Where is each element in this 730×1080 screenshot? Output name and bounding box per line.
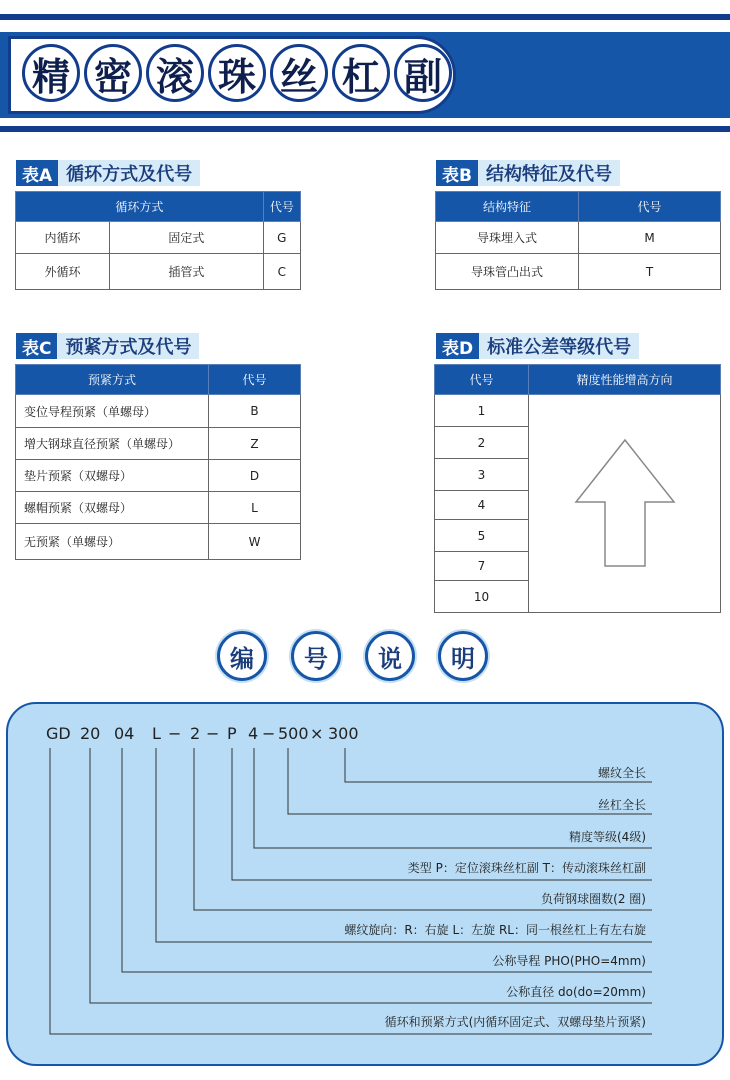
- table-a-cell: 外循环: [16, 254, 110, 290]
- title-char: 精: [22, 44, 80, 102]
- numbering-title-char: 说: [365, 631, 415, 681]
- table-d-grade: 7: [435, 552, 529, 581]
- table-c-title: 预紧方式及代号: [57, 333, 199, 359]
- table-c-cell: 增大钢球直径预紧（单螺母）: [16, 428, 209, 460]
- code-desc-type: 类型 P：定位滚珠丝杠副 T：传动滚珠丝杠副: [407, 861, 646, 875]
- code-part-lead: 04: [114, 724, 135, 743]
- title-char: 杠: [332, 44, 390, 102]
- code-part-type: P: [227, 724, 237, 743]
- table-a-cell: 内循环: [16, 222, 110, 254]
- code-part-circuits: 2: [190, 724, 201, 743]
- table-c-header: 预紧方式: [16, 365, 209, 395]
- table-b-cell: M: [579, 222, 721, 254]
- table-a-header: 循环方式: [16, 192, 264, 222]
- code-desc-circuits: 负荷钢球圈数(2 圈): [541, 892, 646, 906]
- code-separator: −: [168, 724, 182, 743]
- title-char: 密: [84, 44, 142, 102]
- table-a-title: 循环方式及代号: [58, 160, 200, 186]
- table-a-header: 代号: [263, 192, 300, 222]
- table-c-cell: Z: [209, 428, 301, 460]
- table-c-header: 代号: [209, 365, 301, 395]
- code-part-direction: L: [152, 724, 161, 743]
- numbering-title-char: 编: [217, 631, 267, 681]
- table-c-cell: B: [209, 395, 301, 428]
- table-b-header: 结构特征: [436, 192, 579, 222]
- table-d-grade: 4: [435, 491, 529, 520]
- table-c-cell: 变位导程预紧（单螺母）: [16, 395, 209, 428]
- code-part-total-length: 300: [328, 724, 359, 743]
- table-c-tag: 表C: [16, 333, 57, 359]
- table-c-cell: L: [209, 492, 301, 524]
- table-b-cell: 导珠管凸出式: [436, 254, 579, 290]
- title-char: 副: [394, 44, 452, 102]
- table-b-cell: 导珠埋入式: [436, 222, 579, 254]
- table-a-cell: C: [263, 254, 300, 290]
- code-part-thread-length: 500: [278, 724, 309, 743]
- code-part-series: GD: [46, 724, 71, 743]
- table-a-cell: 插管式: [110, 254, 264, 290]
- code-part-grade: 4: [248, 724, 259, 743]
- table-d-grade: 1: [435, 395, 529, 427]
- table-b-tag: 表B: [436, 160, 478, 186]
- table-b-header: 代号: [579, 192, 721, 222]
- table-d-tag: 表D: [436, 333, 479, 359]
- code-desc-total-length: 丝杠全长: [597, 798, 646, 812]
- code-desc-direction: 螺纹旋向：R：右旋 L：左旋 RL：同一根丝杠上有左右旋: [344, 923, 646, 937]
- table-d-grade: 3: [435, 459, 529, 491]
- code-desc-thread-length: 螺纹全长: [597, 766, 646, 780]
- table-a-cell: 固定式: [110, 222, 264, 254]
- code-desc-series: 循环和预紧方式(内循环固定式、双螺母垫片预紧): [384, 1015, 646, 1029]
- table-c-cell: 垫片预紧（双螺母）: [16, 460, 209, 492]
- table-a-cell: G: [263, 222, 300, 254]
- code-multiply-sign: ×: [310, 724, 324, 743]
- numbering-title-char: 明: [438, 631, 488, 681]
- code-separator: −: [262, 724, 276, 743]
- title-char: 珠: [208, 44, 266, 102]
- code-separator: −: [206, 724, 220, 743]
- numbering-title-char: 号: [291, 631, 341, 681]
- code-part-diameter: 20: [80, 724, 101, 743]
- table-d-header: 代号: [435, 365, 529, 395]
- table-d-title: 标准公差等级代号: [479, 333, 639, 359]
- title-char: 滚: [146, 44, 204, 102]
- table-d-grade: 10: [435, 581, 529, 613]
- table-c-cell: 无预紧（单螺母）: [16, 524, 209, 560]
- table-d-grade: 2: [435, 427, 529, 459]
- table-c-cell: D: [209, 460, 301, 492]
- code-desc-lead: 公称导程 PHO(PHO=4mm): [492, 954, 646, 968]
- table-d-header: 精度性能增高方向: [529, 365, 721, 395]
- table-a-tag: 表A: [16, 160, 58, 186]
- table-b-cell: T: [579, 254, 721, 290]
- code-desc-grade: 精度等级(4级): [569, 830, 646, 844]
- table-c-cell: 螺帽预紧（双螺母）: [16, 492, 209, 524]
- title-char: 丝: [270, 44, 328, 102]
- code-desc-diameter: 公称直径 do(do=20mm): [506, 985, 646, 999]
- table-b-title: 结构特征及代号: [478, 160, 620, 186]
- table-d-grade: 5: [435, 520, 529, 552]
- table-c-cell: W: [209, 524, 301, 560]
